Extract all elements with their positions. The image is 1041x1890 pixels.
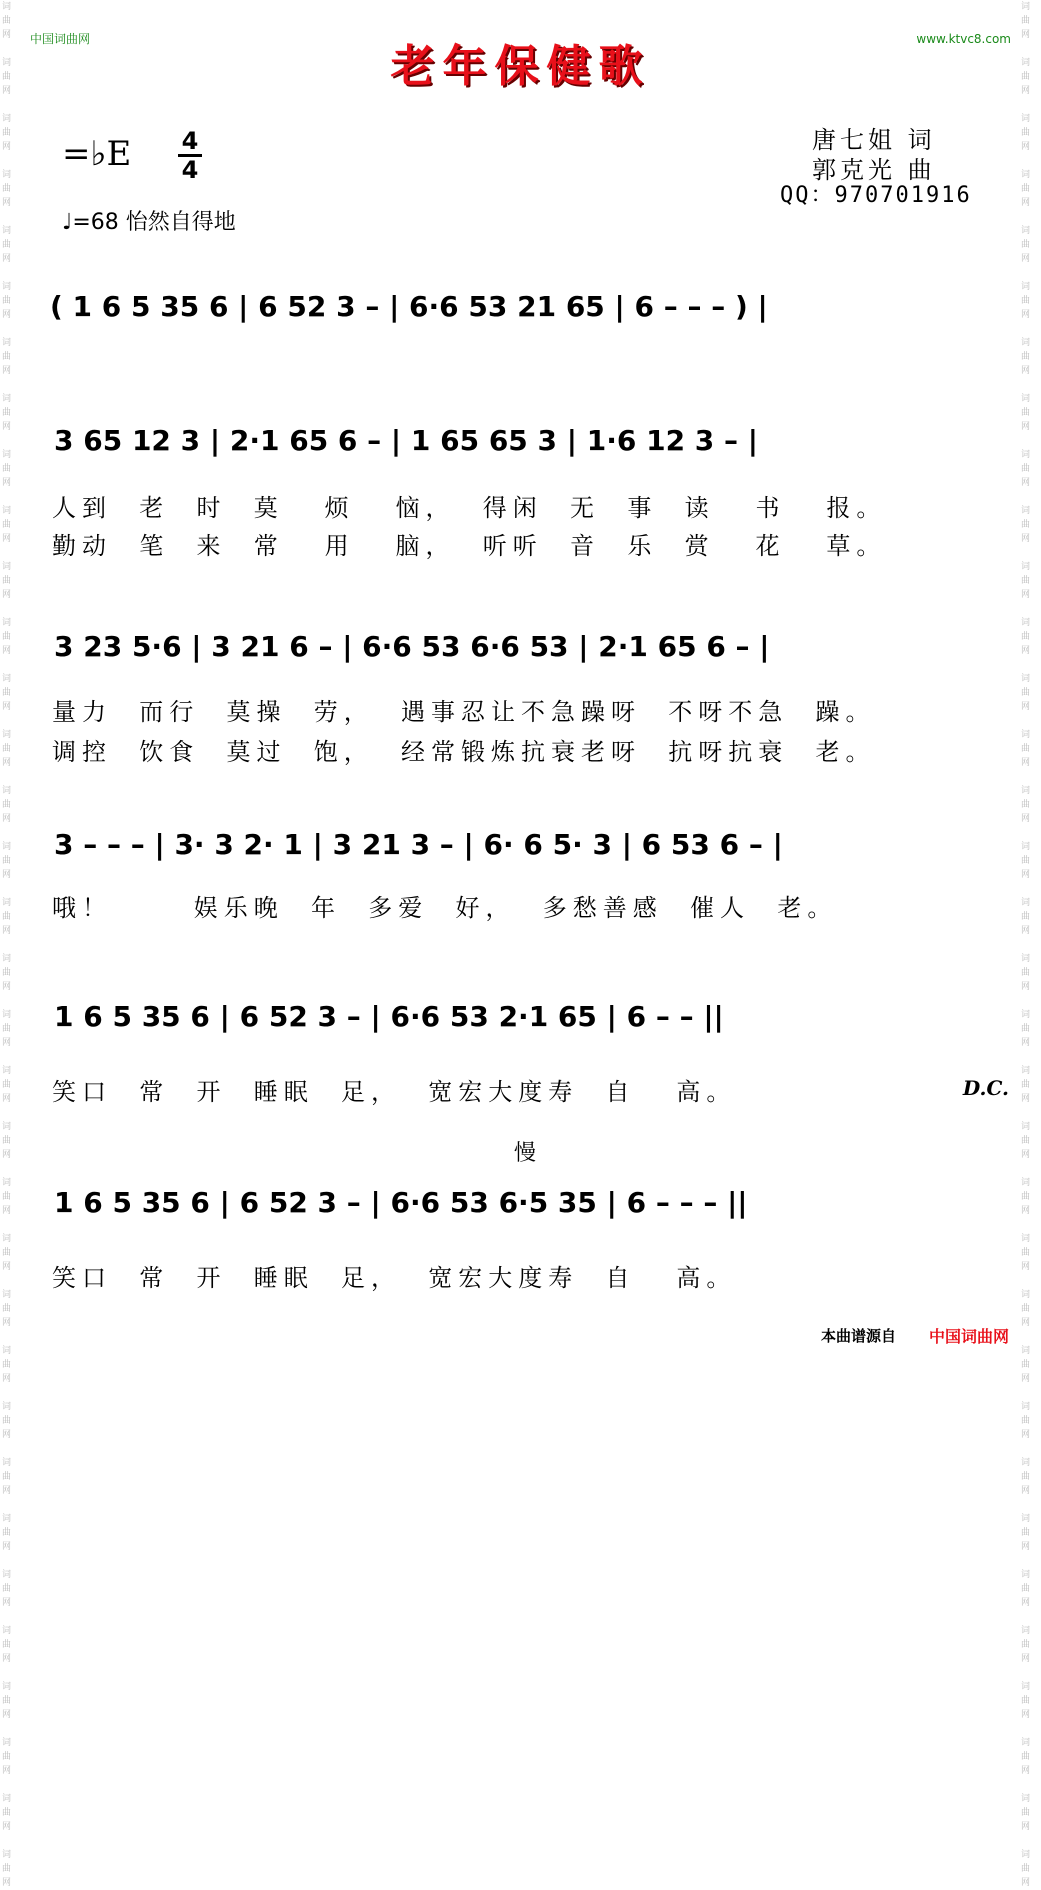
key-signature: =♭E	[62, 134, 132, 174]
lyric-line-1: 量力 而行 莫操 劳， 遇事忍让不急躁呀 不呀不急 躁。	[52, 698, 876, 726]
tempo-marking: ♩=68 怡然自得地	[62, 210, 236, 235]
right-watermark-strip: 词 曲 网 词 曲 网 词 曲 网 词 曲 网 词 曲 网 词 曲 网 词 曲 网 词 曲 网 词 曲 网 词 曲 网 词 曲 网 词 曲 网 词 曲 网 词 曲 网 词 曲 网 词 曲 网 词 曲 网 词 曲 网 词 曲 网 词 曲 网 词 曲 网 词 曲 网 词 曲 网 词 曲 网 词 曲 网 词 曲 网 词 曲 网 词 曲 网 词 曲 网 词 曲 网 词 曲 网 词 曲 网 词 曲 网 词 曲 网	[1021, 2, 1031, 1888]
notation-line: 1 6 5 35 6 | 6 52 3 – | 6·6 53 2·1 65 | 6 – – ||	[54, 1000, 724, 1033]
time-signature	[178, 128, 202, 183]
left-watermark-strip: 词 曲 网 词 曲 网 词 曲 网 词 曲 网 词 曲 网 词 曲 网 词 曲 网 词 曲 网 词 曲 网 词 曲 网 词 曲 网 词 曲 网 词 曲 网 词 曲 网 词 曲 网 词 曲 网 词 曲 网 词 曲 网 词 曲 网 词 曲 网 词 曲 网 词 曲 网 词 曲 网 词 曲 网 词 曲 网 词 曲 网 词 曲 网 词 曲 网 词 曲 网 词 曲 网 词 曲 网 词 曲 网 词 曲 网 词 曲 网	[2, 2, 12, 1888]
notation-line: 3 65 12 3 | 2·1 65 6 – | 1 65 65 3 | 1·6 12 3 – |	[54, 424, 759, 457]
lyric-line-1: 人到 老 时 莫 烦 恼， 得闲 无 事 读 书 报。	[52, 494, 887, 522]
notation-line: 3 – – – | 3· 3 2· 1 | 3 21 3 – | 6· 6 5· 3 | 6 53 6 – |	[54, 828, 783, 861]
song-title: 老年保健歌	[390, 41, 651, 92]
lyricist-credit: 唐七姐 词	[812, 126, 936, 154]
notation-line: 1 6 5 35 6 | 6 52 3 – | 6·6 53 6·5 35 | 6 – – – ||	[54, 1186, 748, 1219]
lyric-line-1: 哦！ 娱乐晚 年 多爱 好， 多愁善感 催人 老。	[52, 894, 838, 922]
notation-line: ( 1 6 5 35 6 | 6 52 3 – | 6·6 53 21 65 | 6 – – – ) |	[50, 290, 768, 323]
lyric-line-1: 笑口 常 开 睡眠 足， 宽宏大度寿 自 高。	[52, 1078, 737, 1106]
composer-credit: 郭克光 曲	[812, 156, 936, 184]
lyric-line-1: 笑口 常 开 睡眠 足， 宽宏大度寿 自 高。	[52, 1264, 737, 1292]
time-signature-top: 4	[181, 127, 199, 155]
site-name-left: 中国词曲网	[30, 32, 91, 46]
lyric-line-2: 勤动 笔 来 常 用 脑， 听听 音 乐 赏 花 草。	[52, 532, 887, 560]
notation-line: 3 23 5·6 | 3 21 6 – | 6·6 53 6·6 53 | 2·1 65 6 – |	[54, 630, 770, 663]
site-url[interactable]: www.ktvc8.com	[916, 32, 1011, 46]
da-capo-mark: D.C.	[962, 1076, 1009, 1100]
source-site-link[interactable]: 中国词曲网	[928, 1327, 1009, 1346]
slow-marking: 慢	[514, 1141, 537, 1166]
qq-contact: QQ：970701916	[780, 183, 972, 208]
lyric-line-2: 调控 饮食 莫过 饱， 经常锻炼抗衰老呀 抗呀抗衰 老。	[52, 738, 876, 766]
time-signature-bottom: 4	[181, 156, 199, 184]
source-label: 本曲谱源自	[820, 1327, 896, 1345]
